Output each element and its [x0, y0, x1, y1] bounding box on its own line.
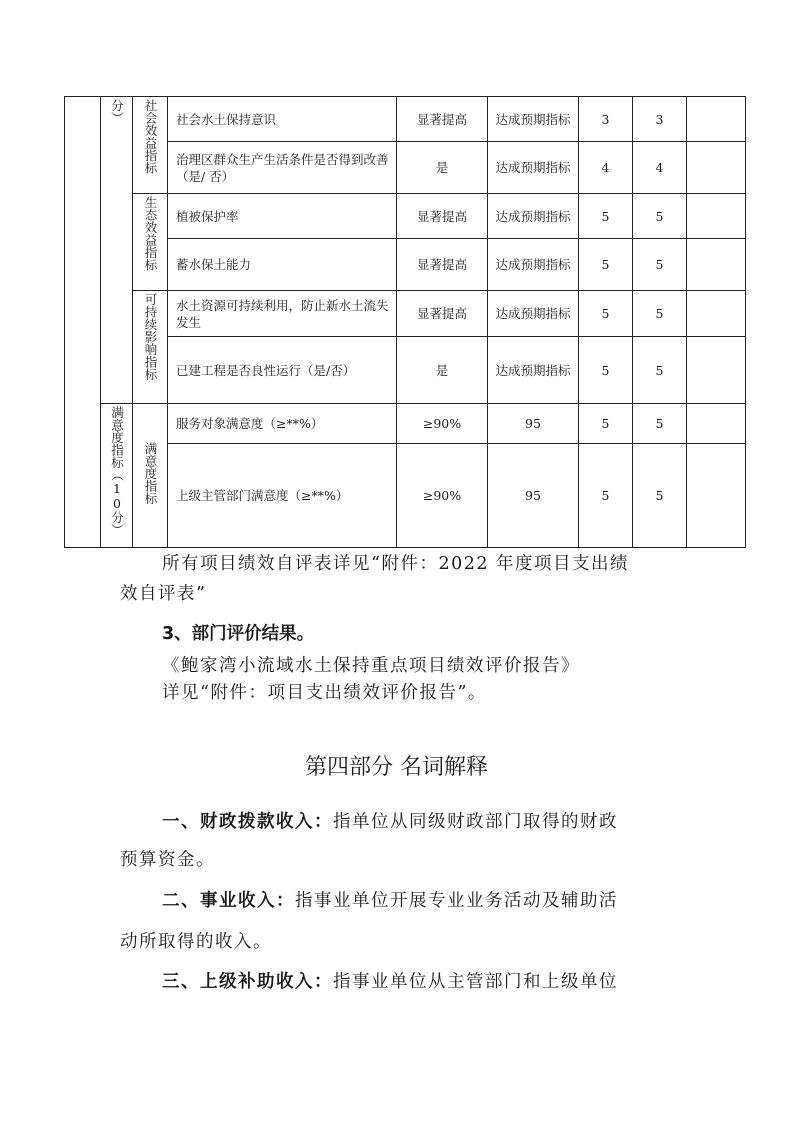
actual-cell: 达成预期指标 — [488, 194, 579, 239]
weight-cell: 5 — [579, 239, 633, 291]
level1-score-label: 分） — [109, 99, 125, 124]
term-2-line2: 动所取得的收入。 — [120, 932, 272, 952]
score-cell: 5 — [633, 404, 687, 444]
table-row — [65, 194, 746, 239]
group-label: 可持续影响指标 — [143, 293, 158, 381]
indicator-cell: 社会水土保持意识 — [168, 97, 397, 142]
level1-satisfaction-cell — [101, 404, 133, 548]
table-row — [65, 239, 746, 291]
remark-cell — [687, 97, 746, 142]
target-cell: 显著提高 — [397, 239, 488, 291]
group-label: 社会效益指标 — [143, 99, 158, 174]
term-3-line1 — [162, 968, 618, 993]
target-cell: ≥90% — [397, 444, 488, 548]
actual-cell: 95 — [488, 404, 579, 444]
level1-score-cell — [101, 97, 133, 404]
table-row — [65, 97, 746, 142]
term-3-def: 指事业单位从主管部门和上级单位 — [333, 972, 618, 992]
actual-cell: 95 — [488, 444, 579, 548]
term-1-label: 一、财政拨款收入： — [162, 812, 333, 832]
term-1-line2: 预算资金。 — [120, 850, 215, 870]
indicator-cell: 服务对象满意度（≥**%） — [168, 404, 397, 444]
target-cell: 显著提高 — [397, 194, 488, 239]
score-cell: 5 — [633, 291, 687, 337]
actual-cell: 达成预期指标 — [488, 291, 579, 337]
remark-cell — [687, 404, 746, 444]
dept-eval-heading: 3、部门评价结果。 — [162, 624, 315, 644]
weight-cell: 4 — [579, 142, 633, 194]
group-social-cell — [133, 97, 168, 194]
group-label: 生态效益指标 — [143, 196, 158, 271]
table-row — [65, 404, 746, 444]
target-cell: 是 — [397, 142, 488, 194]
score-cell: 3 — [633, 97, 687, 142]
indicator-cell: 蓄水保土能力 — [168, 239, 397, 291]
score-cell: 5 — [633, 194, 687, 239]
term-2-label: 二、事业收入： — [162, 891, 295, 911]
score-cell: 5 — [633, 239, 687, 291]
term-2-def: 指事业单位开展专业业务活动及辅助活 — [295, 891, 618, 911]
table-row — [65, 337, 746, 404]
table-row — [65, 444, 746, 548]
report-title: 《鲍家湾小流域水土保持重点项目绩效评价报告》 — [162, 656, 580, 676]
remark-cell — [687, 337, 746, 404]
table-row — [65, 142, 746, 194]
actual-cell: 达成预期指标 — [488, 337, 579, 404]
score-cell: 5 — [633, 337, 687, 404]
remark-cell — [687, 239, 746, 291]
term-3-label: 三、上级补助收入： — [162, 972, 333, 992]
target-cell: 是 — [397, 337, 488, 404]
actual-cell: 达成预期指标 — [488, 239, 579, 291]
remark-cell — [687, 444, 746, 548]
attachment-note-line1: 所有项目绩效自评表详见“附件：2022 年度项目支出绩 — [162, 554, 630, 574]
blank-first-column — [65, 97, 101, 548]
weight-cell: 5 — [579, 194, 633, 239]
indicator-cell: 植被保护率 — [168, 194, 397, 239]
actual-cell: 达成预期指标 — [488, 97, 579, 142]
remark-cell — [687, 194, 746, 239]
indicator-cell: 已建工程是否良性运行（是/否） — [168, 337, 397, 404]
weight-cell: 3 — [579, 97, 633, 142]
indicator-cell: 治理区群众生产生活条件是否得到改善（是/ 否） — [168, 142, 397, 194]
remark-cell — [687, 291, 746, 337]
weight-cell: 5 — [579, 444, 633, 548]
table-row — [65, 291, 746, 337]
target-cell: 显著提高 — [397, 291, 488, 337]
weight-cell: 5 — [579, 404, 633, 444]
indicator-cell: 上级主管部门满意度（≥**%） — [168, 444, 397, 548]
group-eco-cell — [133, 194, 168, 291]
weight-cell: 5 — [579, 291, 633, 337]
remark-cell — [687, 142, 746, 194]
term-2-line1 — [162, 887, 618, 912]
actual-cell: 达成预期指标 — [488, 142, 579, 194]
target-cell: ≥90% — [397, 404, 488, 444]
weight-cell: 5 — [579, 337, 633, 404]
section-title: 第四部分 名词解释 — [305, 755, 488, 780]
performance-table — [64, 96, 746, 548]
term-1-line1 — [162, 808, 618, 833]
term-1-def: 指单位从同级财政部门取得的财政 — [333, 812, 618, 832]
group-sustain-cell — [133, 291, 168, 404]
attachment-note-line2: 效自评表” — [120, 584, 207, 604]
score-cell: 4 — [633, 142, 687, 194]
group-satisfaction-cell — [133, 404, 168, 548]
level1-satisfaction-label: 满意度指标（10分） — [109, 406, 125, 536]
score-cell: 5 — [633, 444, 687, 548]
target-cell: 显著提高 — [397, 97, 488, 142]
report-see-line: 详见“附件：项目支出绩效评价报告”。 — [162, 683, 487, 703]
group-label: 满意度指标 — [143, 442, 158, 505]
indicator-cell: 水土资源可持续利用，防止新水土流失发生 — [168, 291, 397, 337]
